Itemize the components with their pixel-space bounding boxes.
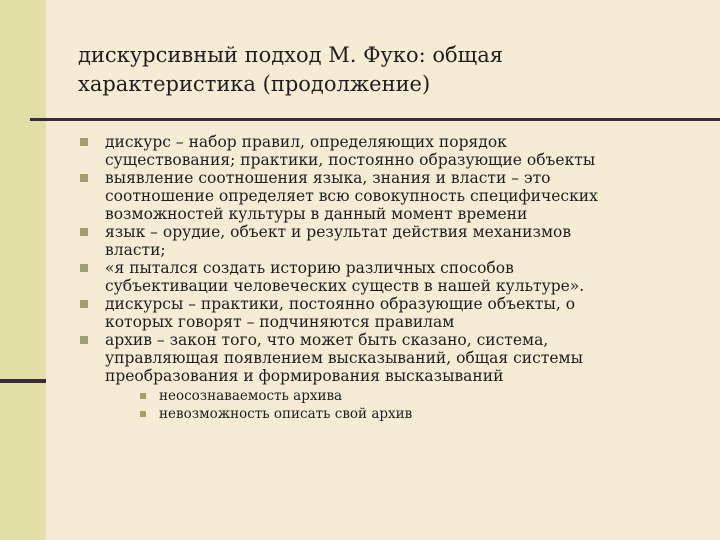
square-bullet-icon (80, 336, 88, 344)
bullet-text-line: дискурс – набор правил, определяющих порядок (105, 133, 507, 151)
bullet-item-language-tool (78, 223, 678, 259)
bullet-item-quote (78, 259, 678, 295)
bullet-text-line: соотношение определяет всю совокупность специфических (105, 187, 598, 205)
bullet-text-line: преобразования и формирования высказываний (105, 367, 504, 385)
bullet-text-line: управляющая появлением высказываний, общая системы (105, 349, 583, 367)
bullet-item-discourses-practices (78, 295, 678, 331)
sub-bullet-text: невозможность описать свой архив (159, 406, 413, 422)
square-bullet-icon (80, 174, 88, 182)
bullet-text-line: архив – закон того, что может быть сказано, система, (105, 331, 549, 349)
square-bullet-icon (80, 138, 88, 146)
bullet-text-line: дискурсы – практики, постоянно образующие объекты, о (105, 295, 576, 313)
bullet-text-line: существования; практики, постоянно образующие объекты (105, 151, 596, 169)
square-bullet-icon (80, 300, 88, 308)
square-bullet-icon (140, 411, 146, 417)
bullet-text-line: язык – орудие, объект и результат действия механизмов (105, 223, 572, 241)
square-bullet-icon (80, 228, 88, 236)
bullet-text-line: возможностей культуры в данный момент времени (105, 205, 528, 223)
sub-bullet-item-unconscious-archive (137, 387, 678, 405)
bullet-list (78, 133, 678, 423)
bullet-item-discourse (78, 133, 678, 169)
sidebar-band (0, 0, 46, 540)
sub-bullet-item-impossibility (137, 405, 678, 423)
slide-title (78, 41, 678, 99)
bullet-text-line: власти; (105, 241, 166, 259)
bullet-item-language-knowledge-power (78, 169, 678, 223)
bullet-text-line: выявление соотношения языка, знания и власти – это (105, 169, 551, 187)
bullet-text-line: «я пытался создать историю различных способов (105, 259, 514, 277)
bullet-text-line: субъективации человеческих существ в нашей культуре». (105, 277, 585, 295)
sidebar-accent-bar (0, 379, 46, 383)
sub-bullet-list (105, 387, 678, 423)
title-line-1: дискурсивный подход М. Фуко: общая (78, 43, 503, 67)
square-bullet-icon (80, 264, 88, 272)
title-rule (30, 118, 720, 121)
title-line-2: характеристика (продолжение) (78, 72, 431, 96)
square-bullet-icon (140, 393, 146, 399)
bullet-item-archive (78, 331, 678, 423)
bullet-text-line: которых говорят – подчиняются правилам (105, 313, 455, 331)
sub-bullet-text: неосознаваемость архива (159, 388, 343, 404)
